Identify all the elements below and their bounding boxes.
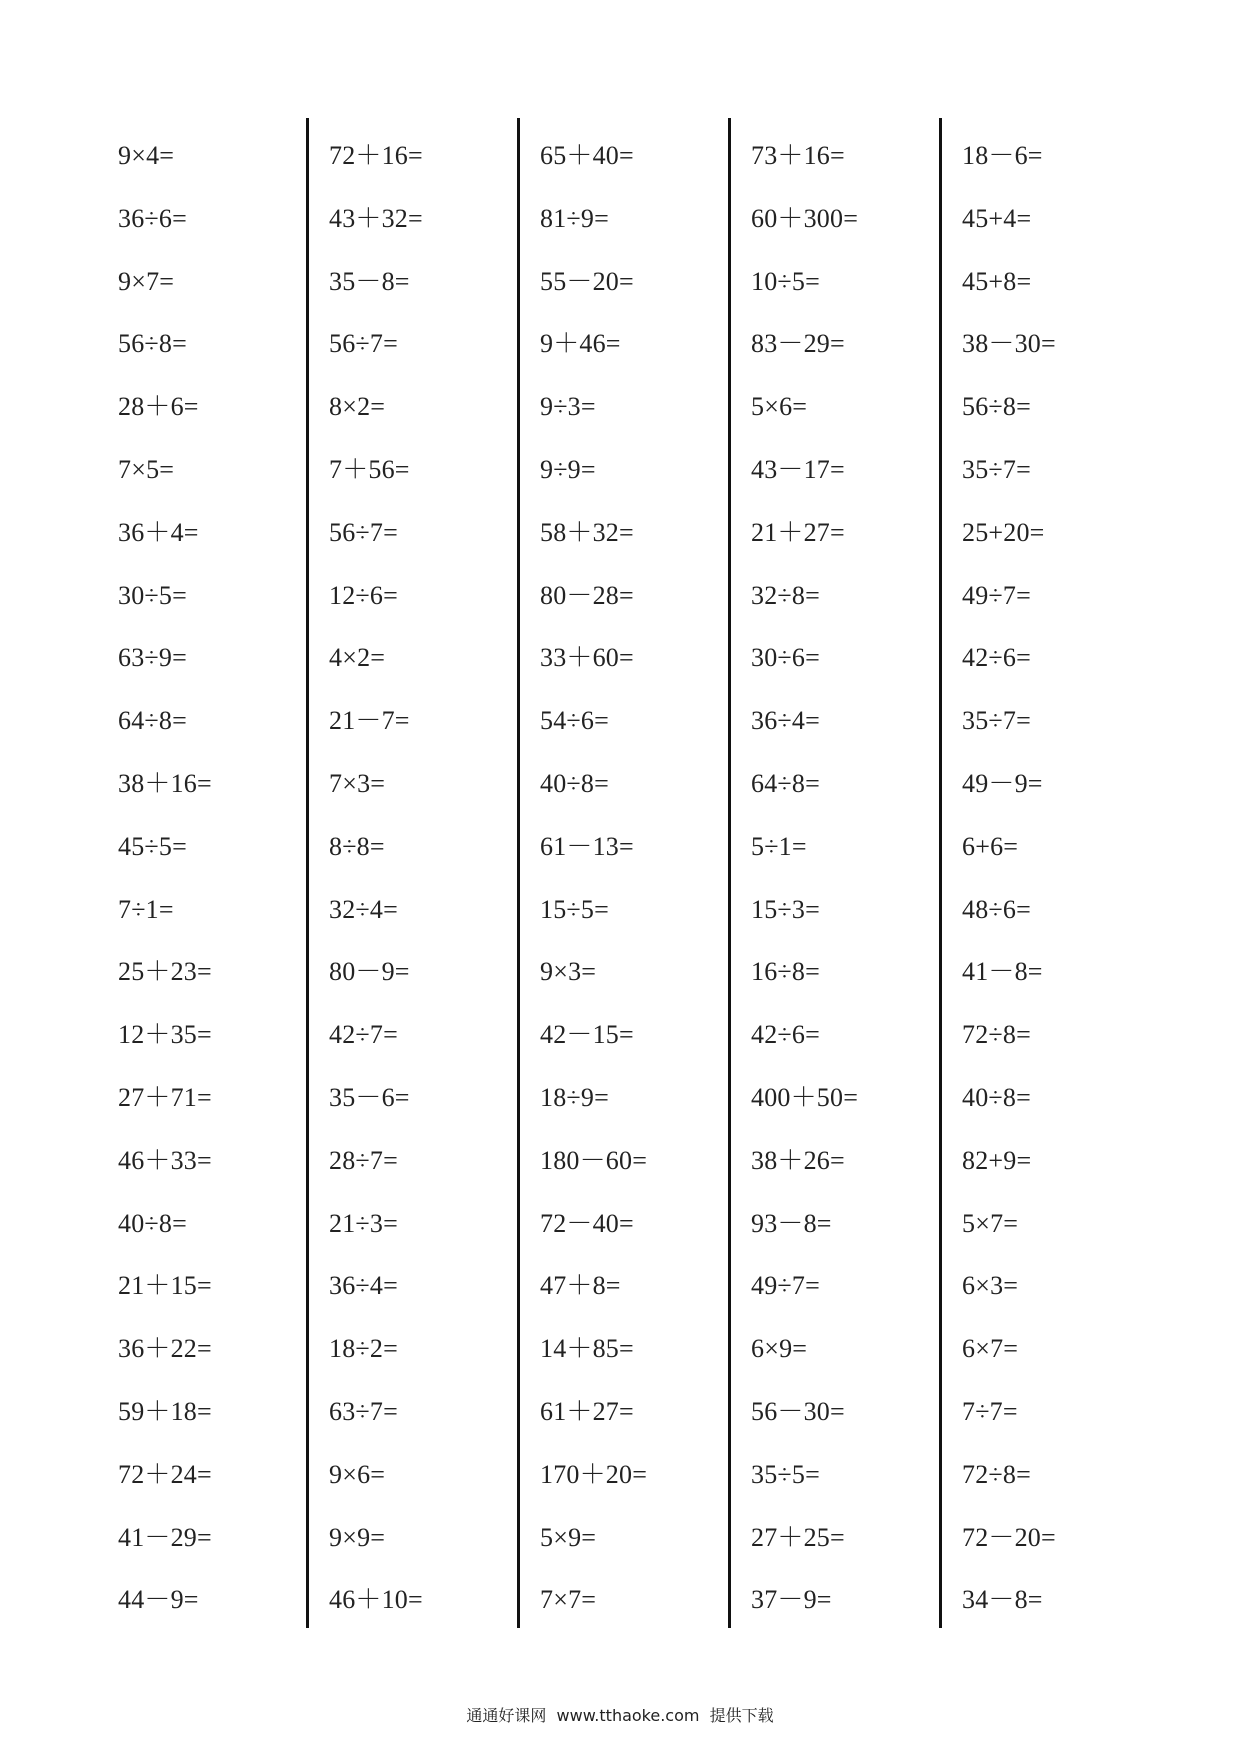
- arithmetic-problem: 40÷8=: [118, 1208, 187, 1238]
- arithmetic-problem: 9÷9=: [540, 454, 596, 484]
- arithmetic-problem: 21÷3=: [329, 1208, 398, 1238]
- arithmetic-problem: 18÷2=: [329, 1334, 398, 1364]
- arithmetic-problem: 45÷5=: [118, 831, 187, 861]
- arithmetic-problem: 36÷4=: [329, 1271, 398, 1301]
- arithmetic-problem: 80－28=: [540, 580, 634, 610]
- arithmetic-problem: 12＋35=: [118, 1020, 212, 1050]
- arithmetic-problem: 58＋32=: [540, 517, 634, 547]
- arithmetic-problem: 21－7=: [329, 706, 410, 736]
- arithmetic-problem: 35－8=: [329, 266, 410, 296]
- arithmetic-problem: 6×3=: [962, 1271, 1019, 1301]
- arithmetic-problem: 82+9=: [962, 1145, 1032, 1175]
- arithmetic-problem: 40÷8=: [962, 1082, 1031, 1112]
- arithmetic-problem: 9×7=: [118, 266, 175, 296]
- arithmetic-problem: 60＋300=: [751, 203, 859, 233]
- arithmetic-problem: 30÷5=: [118, 580, 187, 610]
- arithmetic-problem: 5÷1=: [751, 831, 807, 861]
- arithmetic-problem: 42÷7=: [329, 1020, 398, 1050]
- arithmetic-problem: 170＋20=: [540, 1459, 648, 1489]
- arithmetic-problem: 44－9=: [118, 1585, 199, 1615]
- arithmetic-problem: 42－15=: [540, 1020, 634, 1050]
- arithmetic-problem: 32÷4=: [329, 894, 398, 924]
- arithmetic-problem: 21＋15=: [118, 1271, 212, 1301]
- arithmetic-problem: 9×6=: [329, 1459, 386, 1489]
- arithmetic-problem: 12÷6=: [329, 580, 398, 610]
- arithmetic-problem: 27＋25=: [751, 1522, 845, 1552]
- arithmetic-problem: 43－17=: [751, 454, 845, 484]
- arithmetic-problem: 72＋16=: [329, 141, 423, 170]
- arithmetic-problem: 35－6=: [329, 1082, 410, 1112]
- arithmetic-problem: 47＋8=: [540, 1271, 621, 1301]
- arithmetic-problem: 6×7=: [962, 1334, 1019, 1364]
- arithmetic-problem: 56÷7=: [329, 517, 398, 547]
- arithmetic-problem: 49－9=: [962, 768, 1043, 798]
- arithmetic-problem: 48÷6=: [962, 894, 1031, 924]
- column-divider: [517, 118, 520, 1628]
- arithmetic-problem: 36＋4=: [118, 517, 199, 547]
- arithmetic-problem: 25＋23=: [118, 957, 212, 987]
- arithmetic-problem: 28÷7=: [329, 1145, 398, 1175]
- arithmetic-problem: 18－6=: [962, 141, 1043, 170]
- column-divider: [728, 118, 731, 1628]
- arithmetic-problem: 73＋16=: [751, 141, 845, 170]
- arithmetic-problem: 83－29=: [751, 329, 845, 359]
- problem-column-3: [540, 125, 750, 1632]
- arithmetic-problem: 32÷8=: [751, 580, 820, 610]
- arithmetic-problem: 15÷3=: [751, 894, 820, 924]
- arithmetic-problem: 61－13=: [540, 831, 634, 861]
- arithmetic-problem: 72－20=: [962, 1522, 1056, 1552]
- arithmetic-problem: 8÷8=: [329, 831, 385, 861]
- arithmetic-problem: 45+8=: [962, 266, 1032, 296]
- arithmetic-problem: 7÷1=: [118, 894, 174, 924]
- arithmetic-problem: 8×2=: [329, 392, 386, 422]
- problem-column-5: [962, 125, 1172, 1632]
- arithmetic-problem: 64÷8=: [118, 706, 187, 736]
- arithmetic-problem: 15÷5=: [540, 894, 609, 924]
- arithmetic-problem: 14＋85=: [540, 1334, 634, 1364]
- arithmetic-problem: 9÷3=: [540, 392, 596, 422]
- arithmetic-problem: 54÷6=: [540, 706, 609, 736]
- arithmetic-problem: 5×7=: [962, 1208, 1019, 1238]
- arithmetic-problem: 4×2=: [329, 643, 386, 673]
- arithmetic-problem: 49÷7=: [751, 1271, 820, 1301]
- arithmetic-problem: 16÷8=: [751, 957, 820, 987]
- arithmetic-problem: 43＋32=: [329, 203, 423, 233]
- arithmetic-problem: 10÷5=: [751, 266, 820, 296]
- problem-column-2: [329, 125, 539, 1632]
- arithmetic-problem: 7×5=: [118, 454, 175, 484]
- arithmetic-problem: 35÷5=: [751, 1459, 820, 1489]
- arithmetic-problem: 63÷9=: [118, 643, 187, 673]
- arithmetic-problem: 7×7=: [540, 1585, 597, 1615]
- arithmetic-problem: 56÷7=: [329, 329, 398, 359]
- arithmetic-problem: 63÷7=: [329, 1396, 398, 1426]
- arithmetic-problem: 21＋27=: [751, 517, 845, 547]
- arithmetic-problem: 7×3=: [329, 768, 386, 798]
- arithmetic-problem: 400＋50=: [751, 1082, 859, 1112]
- arithmetic-problem: 49÷7=: [962, 580, 1031, 610]
- problem-column-1: [118, 125, 328, 1632]
- arithmetic-problem: 64÷8=: [751, 768, 820, 798]
- arithmetic-problem: 9×4=: [118, 141, 175, 170]
- column-divider: [306, 118, 309, 1628]
- arithmetic-problem: 46＋33=: [118, 1145, 212, 1175]
- arithmetic-problem: 37－9=: [751, 1585, 832, 1615]
- arithmetic-problem: 180－60=: [540, 1145, 648, 1175]
- arithmetic-problem: 35÷7=: [962, 706, 1031, 736]
- footer-source-text: 通通好课网 www.tthaoke.com 提供下载: [466, 1706, 774, 1725]
- arithmetic-problem: 72÷8=: [962, 1020, 1031, 1050]
- arithmetic-problem: 18÷9=: [540, 1082, 609, 1112]
- arithmetic-problem: 59＋18=: [118, 1396, 212, 1426]
- arithmetic-problem: 56÷8=: [962, 392, 1031, 422]
- problem-column-4: [751, 125, 961, 1632]
- arithmetic-problem: 28＋6=: [118, 392, 199, 422]
- arithmetic-problem: 55－20=: [540, 266, 634, 296]
- arithmetic-problem: 40÷8=: [540, 768, 609, 798]
- arithmetic-problem: 30÷6=: [751, 643, 820, 673]
- arithmetic-problem: 36÷6=: [118, 203, 187, 233]
- arithmetic-problem: 56－30=: [751, 1396, 845, 1426]
- arithmetic-problem: 42÷6=: [751, 1020, 820, 1050]
- arithmetic-problem: 72＋24=: [118, 1459, 212, 1489]
- arithmetic-problem: 81÷9=: [540, 203, 609, 233]
- arithmetic-problem: 9＋46=: [540, 329, 621, 359]
- arithmetic-problem: 6×9=: [751, 1334, 808, 1364]
- arithmetic-problem: 80－9=: [329, 957, 410, 987]
- arithmetic-problem: 27＋71=: [118, 1082, 212, 1112]
- arithmetic-problem: 7＋56=: [329, 454, 410, 484]
- arithmetic-problem: 72÷8=: [962, 1459, 1031, 1489]
- arithmetic-problem: 36＋22=: [118, 1334, 212, 1364]
- arithmetic-problem: 38＋26=: [751, 1145, 845, 1175]
- arithmetic-problem: 6+6=: [962, 831, 1019, 861]
- arithmetic-problem: 38－30=: [962, 329, 1056, 359]
- arithmetic-problem: 34－8=: [962, 1585, 1043, 1615]
- arithmetic-problem: 9×3=: [540, 957, 597, 987]
- column-divider: [939, 118, 942, 1628]
- arithmetic-problem: 9×9=: [329, 1522, 386, 1552]
- arithmetic-problem: 41－29=: [118, 1522, 212, 1552]
- arithmetic-problem: 25+20=: [962, 517, 1045, 547]
- arithmetic-problem: 38＋16=: [118, 768, 212, 798]
- arithmetic-problem: 72－40=: [540, 1208, 634, 1238]
- arithmetic-problem: 5×9=: [540, 1522, 597, 1552]
- arithmetic-problem: 36÷4=: [751, 706, 820, 736]
- arithmetic-problem: 35÷7=: [962, 454, 1031, 484]
- arithmetic-problem: 61＋27=: [540, 1396, 634, 1426]
- arithmetic-problem: 93－8=: [751, 1208, 832, 1238]
- arithmetic-problem: 5×6=: [751, 392, 808, 422]
- arithmetic-problem: 33＋60=: [540, 643, 634, 673]
- arithmetic-problem: 42÷6=: [962, 643, 1031, 673]
- arithmetic-problem: 41－8=: [962, 957, 1043, 987]
- arithmetic-problem: 56÷8=: [118, 329, 187, 359]
- arithmetic-problem: 45+4=: [962, 203, 1032, 233]
- arithmetic-problem: 46＋10=: [329, 1585, 423, 1615]
- arithmetic-problem: 65＋40=: [540, 141, 634, 170]
- arithmetic-problem: 7÷7=: [962, 1396, 1018, 1426]
